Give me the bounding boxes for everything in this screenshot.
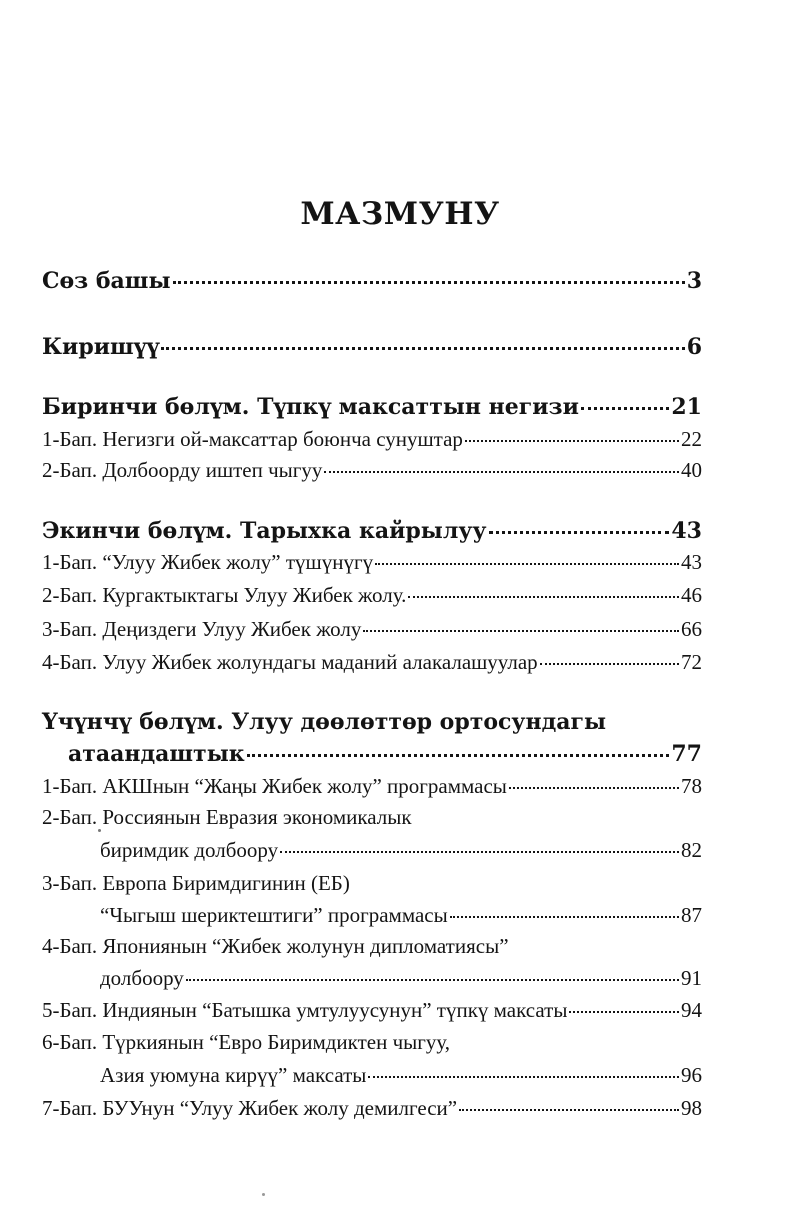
dot-leader [368, 1076, 679, 1078]
toc-entry-part2-ch1[interactable] [42, 550, 702, 582]
dot-leader [375, 563, 679, 565]
toc-entry-part3-ch6[interactable] [100, 1063, 702, 1095]
toc-entry-text: 3-Бап. Деңиздеги Улуу Жибек жолу [42, 617, 362, 641]
toc-entry-part3-ch2-line1: 2-Бап. Россиянын Евразия экономикалык [42, 805, 412, 829]
toc-entry-part2[interactable] [42, 518, 702, 550]
toc-entry-preface[interactable] [42, 268, 702, 300]
toc-entry-text: 2-Бап. Долбоорду иштеп чыгуу [42, 458, 323, 482]
toc-entry-text: 1-Бап. “Улуу Жибек жолу” түшүнүгү [42, 550, 374, 574]
toc-entry-text: 5-Бап. Индиянын “Батышка умтулуусунун” түпкү максаты [42, 998, 568, 1022]
toc-entry-text: Сөз башы [42, 268, 171, 294]
toc-entry-part3-ch3-line1: 3-Бап. Европа Биримдигинин (ЕБ) [42, 871, 350, 895]
toc-page-number: 77 [671, 741, 702, 767]
toc-entry-text: 1-Бап. АКШнын “Жаңы Жибек жолу” программасы [42, 774, 507, 798]
dot-leader [324, 471, 679, 473]
toc-entry-text: “Чыгыш шериктештиги” программасы [100, 903, 448, 927]
toc-entry-text: 2-Бап. Кургактыктагы Улуу Жибек жолу. [42, 583, 407, 607]
toc-entry-part3-ch4-line1: 4-Бап. Япониянын “Жибек жолунун дипломатиясы” [42, 934, 509, 958]
toc-entry-part3-ch2[interactable] [100, 838, 702, 870]
toc-entry-part3-ch3[interactable] [100, 903, 702, 935]
dot-leader [247, 754, 670, 757]
toc-entry-part2-ch2[interactable] [42, 583, 702, 615]
toc-entry-text: Биринчи бөлүм. Түпкү максаттын негизи [42, 394, 579, 420]
toc-entry-part3-ch4[interactable] [100, 966, 702, 998]
toc-entry-part3-ch6-line1: 6-Бап. Түркиянын “Евро Биримдиктен чыгуу, [42, 1030, 451, 1054]
toc-page-number: 22 [681, 427, 702, 451]
scan-speck [262, 1193, 265, 1196]
toc-entry-text: Азия уюмуна кирүү” максаты [100, 1063, 367, 1087]
toc-page-number: 21 [671, 394, 702, 420]
dot-leader [459, 1109, 679, 1111]
toc-page-number: 6 [686, 334, 702, 360]
toc-entry-part3-ch7[interactable] [42, 1096, 702, 1128]
dot-leader [509, 787, 679, 789]
scan-speck [98, 829, 101, 832]
toc-entry-part3[interactable] [68, 741, 702, 773]
toc-page-number: 82 [681, 838, 702, 862]
toc-page-number: 3 [686, 268, 702, 294]
toc-entry-intro[interactable] [42, 334, 702, 366]
toc-page-number: 78 [681, 774, 702, 798]
toc-entry-part3-ch1[interactable] [42, 774, 702, 806]
page-title: МАЗМУНУ [300, 196, 500, 232]
dot-leader [173, 281, 685, 284]
toc-page-number: 72 [681, 650, 702, 674]
toc-entry-text: Экинчи бөлүм. Тарыхка кайрылуу [42, 518, 487, 544]
toc-page-number: 46 [681, 583, 702, 607]
toc-page-number: 43 [681, 550, 702, 574]
dot-leader [489, 531, 670, 534]
dot-leader [161, 347, 684, 350]
dot-leader [581, 407, 669, 410]
dot-leader [363, 630, 679, 632]
toc-entry-text: 4-Бап. Улуу Жибек жолундагы маданий алакалашуулар [42, 650, 538, 674]
dot-leader [540, 663, 679, 665]
toc-page-number: 40 [681, 458, 702, 482]
toc-entry-part3-ch5[interactable] [42, 998, 702, 1030]
toc-page-number: 91 [681, 966, 702, 990]
dot-leader [408, 596, 679, 598]
toc-page-number: 43 [671, 518, 702, 544]
toc-entry-text: Киришүү [42, 334, 160, 360]
dot-leader [569, 1011, 679, 1013]
toc-entry-text: 1-Бап. Негизги ой-максаттар боюнча сунуштар [42, 427, 463, 451]
toc-page-number: 66 [681, 617, 702, 641]
toc-page-number: 96 [681, 1063, 702, 1087]
dot-leader [280, 851, 679, 853]
toc-entry-text: атаандаштык [68, 741, 245, 767]
toc-entry-part1[interactable] [42, 394, 702, 426]
toc-page-number: 94 [681, 998, 702, 1022]
toc-entry-text: 7-Бап. БУУнун “Улуу Жибек жолу демилгеси” [42, 1096, 458, 1120]
toc-page-number: 87 [681, 903, 702, 927]
dot-leader [465, 440, 679, 442]
toc-entry-text: долбоору [100, 966, 184, 990]
toc-page-number: 98 [681, 1096, 702, 1120]
toc-entry-text: биримдик долбоору [100, 838, 279, 862]
dot-leader [450, 916, 679, 918]
dot-leader [186, 979, 679, 981]
toc-entry-part1-ch1[interactable] [42, 427, 702, 459]
toc-entry-part1-ch2[interactable] [42, 458, 702, 490]
toc-entry-part2-ch3[interactable] [42, 617, 702, 649]
toc-entry-part2-ch4[interactable] [42, 650, 702, 682]
toc-entry-part3-line1: Үчүнчү бөлүм. Улуу дөөлөттөр ортосундагы [42, 709, 607, 735]
